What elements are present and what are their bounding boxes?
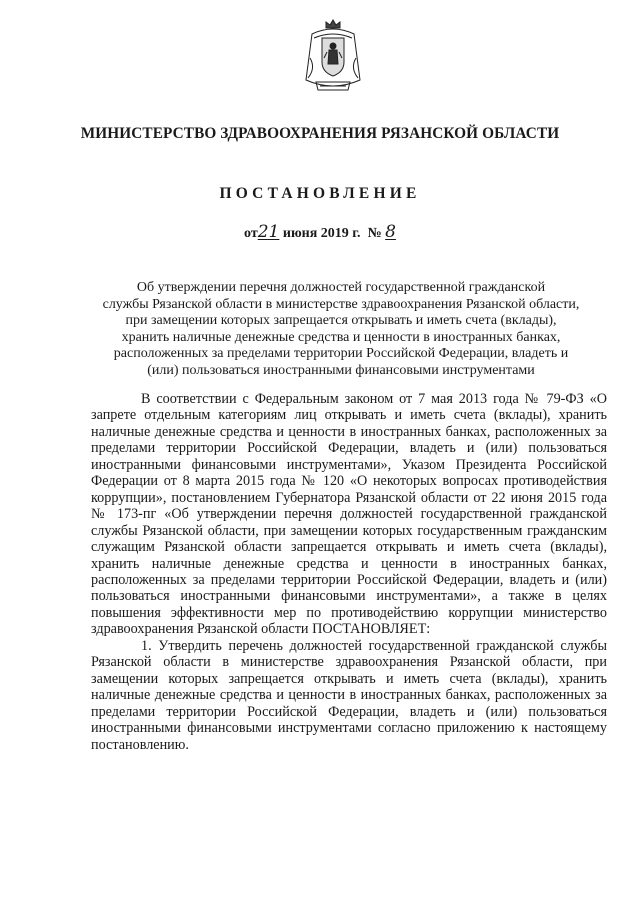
document-body <box>91 391 607 753</box>
title-line: расположенных за пределами территории Российской Федерации, владеть и <box>113 346 569 362</box>
coat-of-arms-icon <box>302 18 364 98</box>
title-line: хранить наличные денежные средства и ценности в иностранных банках, <box>121 329 561 345</box>
date-day-handwritten: 21 <box>257 222 280 242</box>
number-prefix: № <box>367 226 382 241</box>
ministry-name: МИНИСТЕРСТВО ЗДРАВООХРАНЕНИЯ РЯЗАНСКОЙ ОБЛАСТИ <box>80 125 560 142</box>
title-line: (или) пользоваться иностранными финансовыми инструментами <box>147 362 535 378</box>
title-line: службы Рязанской области в министерстве здравоохранения Рязанской области, <box>102 296 580 312</box>
date-prefix: от <box>244 226 258 241</box>
document-number-handwritten: 8 <box>385 222 396 242</box>
title-line: Об утверждении перечня должностей государственной гражданской <box>136 280 546 295</box>
document-date-line <box>0 222 640 242</box>
document-title <box>84 280 598 380</box>
document-type: ПОСТАНОВЛЕНИЕ <box>219 185 421 202</box>
title-line: при замещении которых запрещается открывать и иметь счета (вклады), <box>125 313 557 329</box>
body-paragraph-item-1: 1. Утвердить перечень должностей государственной гражданской службы Рязанской области в министерстве здравоохранения Рязанской области, при замещении которых запрещается открывать и иметь счета (вклады), хранить наличные денежные средства и ценности в иностранных банках, расположенных за пределами территории Российской Федерации, владеть и (или) пользоваться иностранными финансовыми инструментами согласно приложению к настоящему постановлению. <box>91 637 607 753</box>
body-paragraph-preamble: В соответствии с Федеральным законом от 7 мая 2013 года № 79-ФЗ «О запрете отдельным категориям лиц открывать и иметь счета (вклады), хранить наличные денежные средства и ценности в иностранных банках, расположенных за пределами территории Российской Федерации, владеть и (или) пользоваться иностранными финансовыми инструментами», Указом Президента Российской Федерации от 8 марта 2015 года № 120 «О некоторых вопросах противодействия коррупции», постановлением Губернатора Рязанской области от 22 июня 2015 года № 173-пг «Об утверждении перечня должностей государственной гражданской службы Рязанской области, при замещении которых государственным гражданским служащим Рязанской области запрещается открывать и иметь счета (вклады), хранить наличные денежные средства и ценности в иностранных банках, расположенных за пределами территории Российской Федерации, владеть и (или) пользоваться иностранными финансовыми инструментами», а также в целях повышения эффективности мер по противодействию коррупции министерство здравоохранения Рязанской области ПОСТАНОВЛЯЕТ: <box>91 391 607 638</box>
date-rest: июня 2019 г. <box>282 226 361 241</box>
